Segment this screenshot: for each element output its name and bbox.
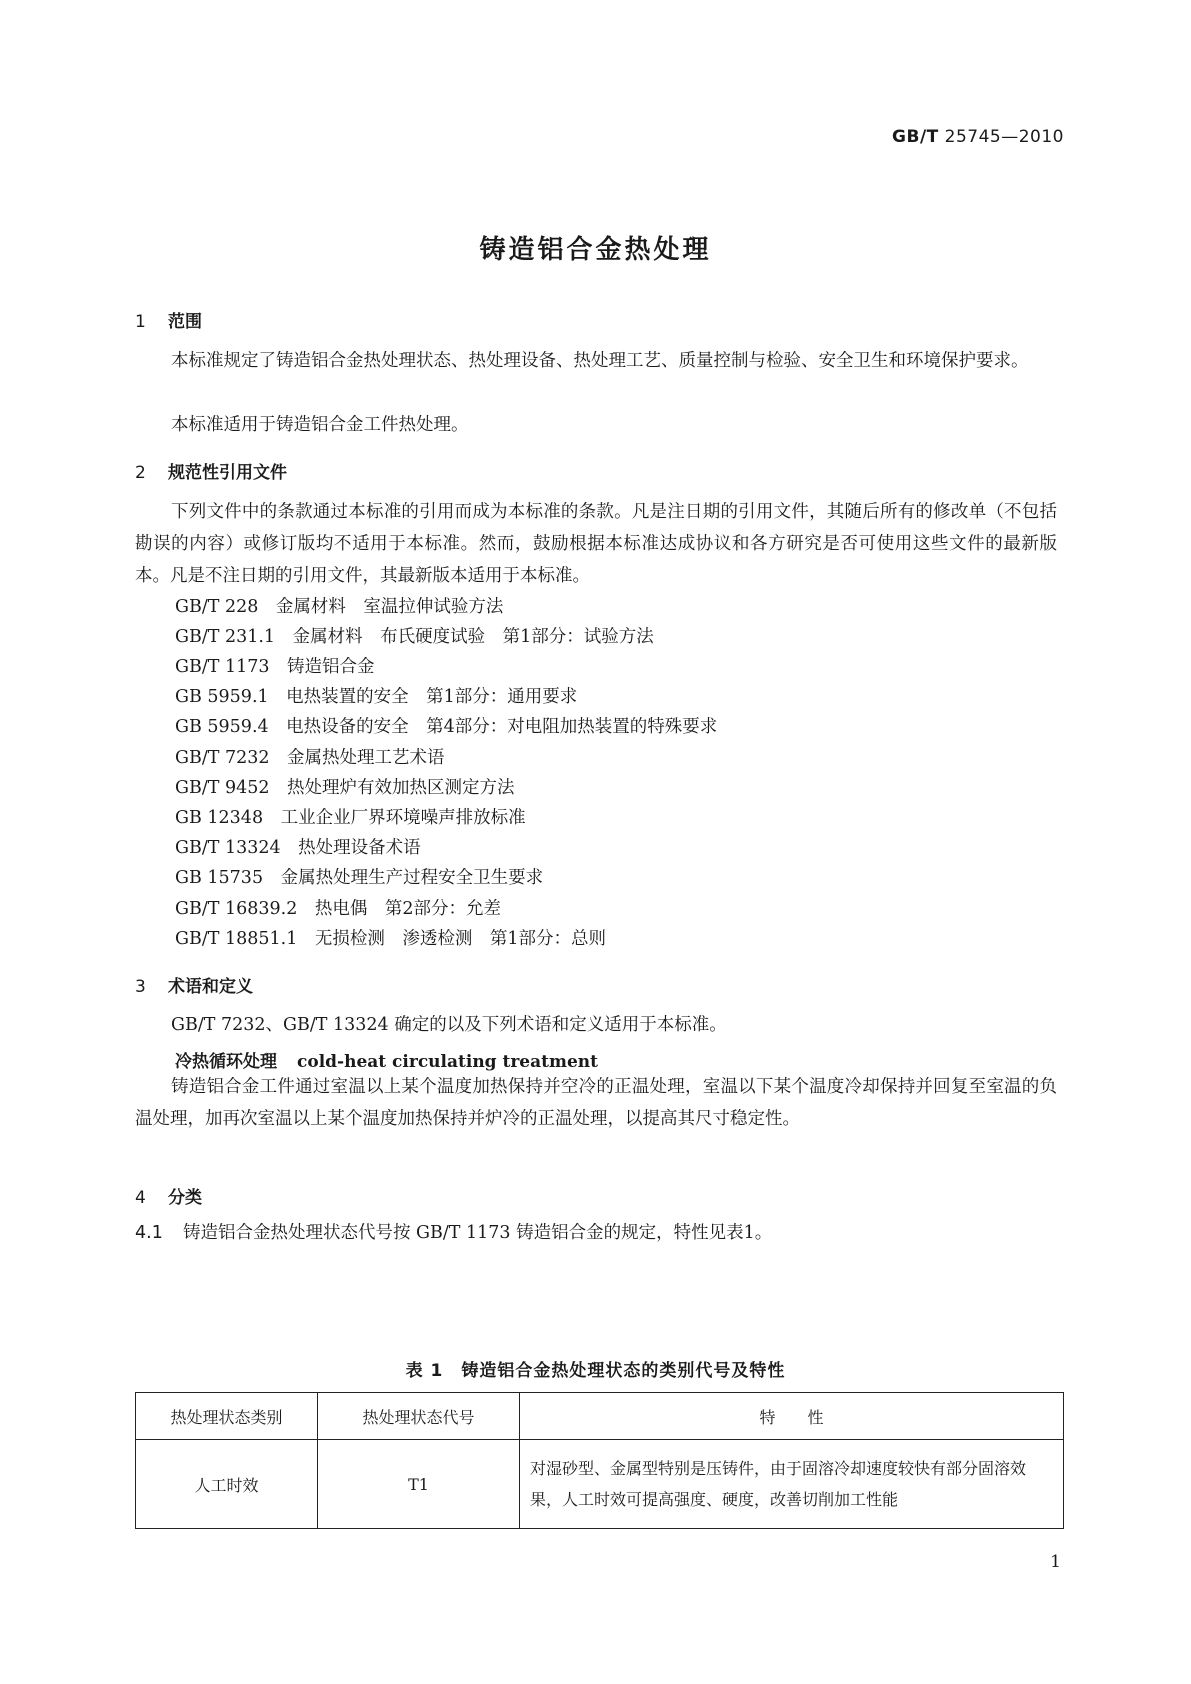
section-1-heading	[135, 307, 202, 332]
term-chinese: 冷热循环处理	[175, 1052, 277, 1072]
reference-code: GB/T 16839.2	[175, 899, 298, 919]
reference-item	[175, 895, 501, 920]
reference-item	[175, 653, 375, 678]
reference-title: 铸造铝合金	[287, 657, 375, 677]
reference-title: 热处理设备术语	[298, 838, 421, 858]
table-cell-category: 人工时效	[136, 1440, 318, 1529]
reference-item	[175, 864, 543, 889]
reference-code: GB 12348	[175, 808, 264, 828]
section-4-title: 分类	[168, 1188, 202, 1208]
reference-title: 电热设备的安全 第4部分：对电阻加热装置的特殊要求	[286, 717, 718, 737]
reference-code: GB 5959.1	[175, 687, 269, 707]
reference-title: 无损检测 渗透检测 第1部分：总则	[314, 929, 606, 949]
reference-code: GB/T 228	[175, 597, 259, 617]
reference-title: 电热装置的安全 第1部分：通用要求	[286, 687, 578, 707]
table-header-characteristics: 特 性	[520, 1393, 1064, 1440]
reference-item	[175, 683, 577, 708]
reference-title: 金属材料 布氏硬度试验 第1部分：试验方法	[292, 627, 654, 647]
section-2-paragraph-1: 下列文件中的条款通过本标准的引用而成为本标准的条款。凡是注日期的引用文件，其随后所有的修改单（不包括勘误的内容）或修订版均不适用于本标准。然而，鼓励根据本标准达成协议和各方研究是否可使用这些文件的最新版本。凡是不注日期的引用文件，其最新版本适用于本标准。	[135, 502, 1057, 586]
document-title: 铸造铝合金热处理	[479, 235, 712, 265]
reference-title: 工业企业厂界环境噪声排放标准	[280, 808, 526, 828]
section-3-paragraph-1: GB/T 7232、GB/T 13324 确定的以及下列术语和定义适用于本标准。	[171, 1015, 727, 1035]
reference-code: GB/T 9452	[175, 778, 270, 798]
reference-item	[175, 834, 421, 859]
reference-code: GB/T 13324	[175, 838, 281, 858]
reference-title: 热处理炉有效加热区测定方法	[287, 778, 515, 798]
reference-item	[175, 593, 503, 618]
table-header-code: 热处理状态代号	[318, 1393, 520, 1440]
section-2-title: 规范性引用文件	[168, 463, 287, 483]
table-header-row	[136, 1393, 1064, 1440]
section-2-number: 2	[135, 463, 146, 483]
reference-code: GB/T 18851.1	[175, 929, 298, 949]
table-1-caption: 表 1 铸造铝合金热处理状态的类别代号及特性	[405, 1361, 786, 1381]
section-1-number: 1	[135, 312, 146, 332]
section-1-paragraph-2: 本标准适用于铸造铝合金工件热处理。	[171, 415, 469, 435]
section-2-heading	[135, 458, 287, 483]
term-english: cold-heat circulating treatment	[297, 1052, 598, 1072]
clause-4-1	[135, 1219, 772, 1244]
table-cell-code: T1	[318, 1440, 520, 1529]
reference-item	[175, 925, 606, 950]
reference-item	[175, 804, 526, 829]
section-3-heading	[135, 972, 253, 997]
term-definition: 铸造铝合金工件通过室温以上某个温度加热保持并空冷的正温处理，室温以下某个温度冷却保持并回复至室温的负温处理，加再次室温以上某个温度加热保持并炉冷的正温处理，以提高其尺寸稳定性。	[135, 1077, 1057, 1129]
reference-code: GB 15735	[175, 868, 264, 888]
section-3-number: 3	[135, 977, 146, 997]
reference-title: 金属材料 室温拉伸试验方法	[275, 597, 504, 617]
standard-code	[892, 127, 1064, 147]
reference-code: GB/T 1173	[175, 657, 270, 677]
reference-item	[175, 774, 515, 799]
section-4-number: 4	[135, 1188, 146, 1208]
standard-code-number: 25745—2010	[944, 127, 1064, 147]
section-1-title: 范围	[168, 312, 202, 332]
clause-4-1-text: 铸造铝合金热处理状态代号按 GB/T 1173 铸造铝合金的规定，特性见表1。	[183, 1223, 773, 1243]
reference-item	[175, 713, 717, 738]
table-header-category: 热处理状态类别	[136, 1393, 318, 1440]
page-number: 1	[1050, 1552, 1061, 1572]
reference-title: 金属热处理生产过程安全卫生要求	[280, 868, 544, 888]
table-cell-characteristics: 对湿砂型、金属型特别是压铸件，由于固溶冷却速度较快有部分固溶效果，人工时效可提高强度、硬度，改善切削加工性能	[520, 1440, 1064, 1529]
reference-item	[175, 744, 445, 769]
clause-4-1-number: 4.1	[135, 1223, 163, 1243]
section-4-heading	[135, 1183, 202, 1208]
table-row	[136, 1440, 1064, 1529]
section-1-paragraph-1: 本标准规定了铸造铝合金热处理状态、热处理设备、热处理工艺、质量控制与检验、安全卫生和环境保护要求。	[171, 351, 1029, 371]
reference-code: GB 5959.4	[175, 717, 269, 737]
reference-code: GB/T 231.1	[175, 627, 276, 647]
reference-item	[175, 623, 654, 648]
standard-code-prefix: GB/T	[892, 127, 939, 147]
term-heading	[175, 1047, 598, 1072]
reference-title: 热电偶 第2部分：允差	[314, 899, 501, 919]
reference-title: 金属热处理工艺术语	[287, 748, 445, 768]
section-3-title: 术语和定义	[168, 977, 253, 997]
reference-code: GB/T 7232	[175, 748, 270, 768]
table-1	[135, 1392, 1064, 1529]
